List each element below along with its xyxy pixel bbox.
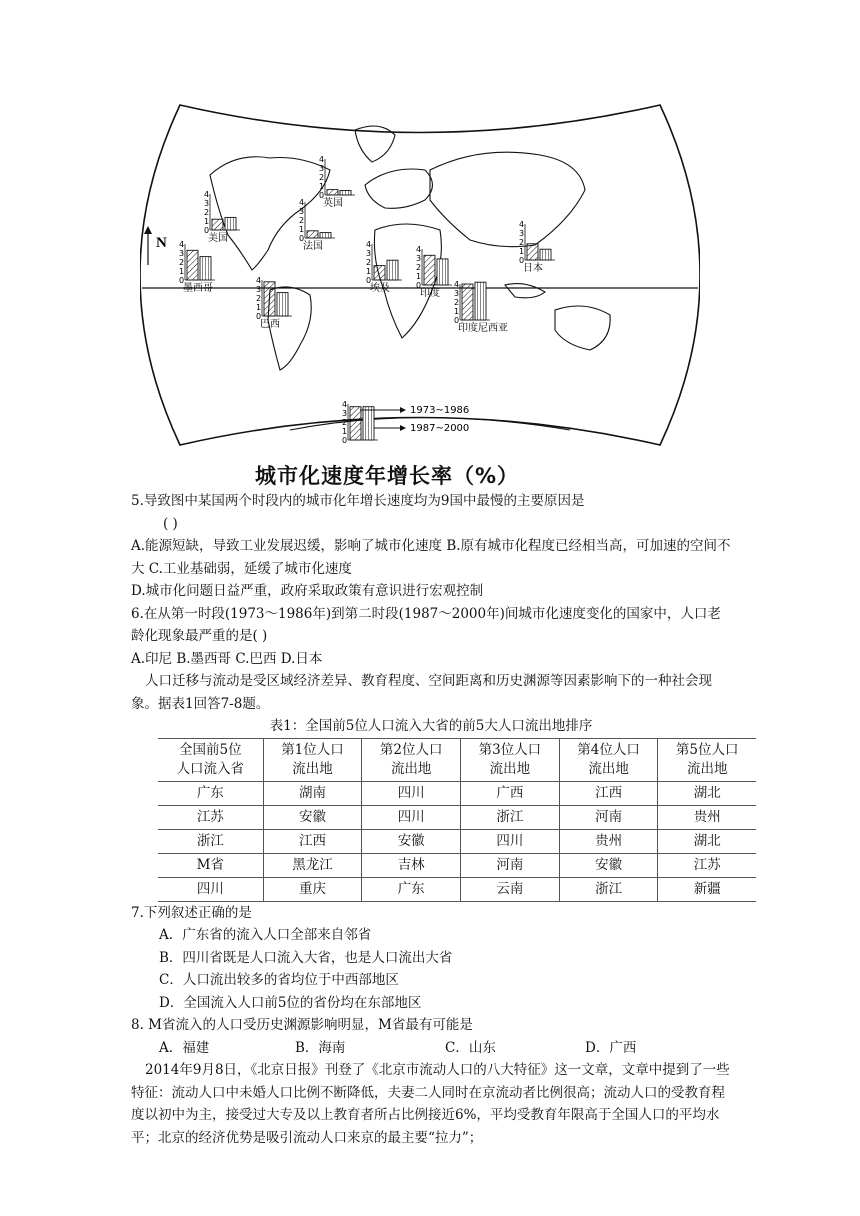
table-row [158,781,756,805]
table-header-cell: 第5位人口 流出地 [658,738,756,781]
q7-stem: 7.下列叙述正确的是 [131,904,252,921]
axis-tick-label: 4 [416,245,422,254]
q6-stem: 6.在从第一时段(1973～1986年)到第二时段(1987～2000年)间城市化速度变化的国家中，人口老龄化现象最严重的是( ) [131,605,721,644]
north-america [210,157,330,270]
table-cell: 安徽 [559,853,658,877]
axis-tick-label: 1 [366,267,372,276]
axis-tick-label: 4 [519,220,525,229]
table-cell: 广东 [362,877,461,901]
country-chart [179,240,215,294]
q8-option-b: B．海南 [295,1039,346,1056]
axis-tick-label: 3 [179,249,185,258]
table-cell: 新疆 [658,877,756,901]
axis-tick-label: 1 [416,272,422,281]
axis-tick-label: 0 [319,191,325,200]
population-flow-table [158,738,756,902]
europe [365,169,433,208]
table-header-cell: 第2位人口 流出地 [362,738,461,781]
north-arrow [144,226,167,265]
q5-options-abc: A.能源短缺，导致工业发展迟缓，影响了城市化速度 B.原有城市化程度已经相当高，可加速的空间不大 C.工业基础弱，延缓了城市化速度 [131,538,731,577]
continent-outlines [210,126,610,430]
axis-tick-label: 1 [342,427,348,436]
bar-1973-1986 [350,407,361,440]
axis-tick-label: 3 [256,285,262,294]
table-cell: 河南 [461,853,560,877]
world-map-figure [140,100,700,450]
q5-option-d: D.城市化问题日益严重，政府采取政策有意识进行宏观控制 [131,583,484,599]
axis-tick-label: 3 [366,249,372,258]
country-label: 日本 [523,263,543,274]
axis-tick-label: 4 [204,190,210,199]
table-cell: 四川 [461,829,560,853]
table-cell: 湖北 [658,781,756,805]
table-header-row [158,738,756,781]
axis-tick-label: 2 [299,216,305,225]
q8-option-c: C．山东 [445,1039,496,1056]
urbanization-map [140,100,700,450]
axis-tick-label: 4 [454,280,460,289]
table-cell: 浙江 [461,805,560,829]
q8-options [131,1037,731,1060]
table-cell: 浙江 [158,829,263,853]
table-cell: 河南 [559,805,658,829]
axis-tick-label: 3 [204,199,210,208]
table-header-cell: 全国前5位 人口流入省 [158,738,263,781]
table-cell: 贵州 [559,829,658,853]
axis-tick-label: 2 [342,418,348,427]
axis-tick-label: 4 [256,276,262,285]
q8-stem: 8. M省流入的人口受历史渊源影响明显，M省最有可能是 [131,1017,473,1033]
q7-option-a: A．广东省的流入人口全部来自邻省 [159,927,372,943]
axis-tick-label: 4 [179,240,185,249]
table-cell: 四川 [158,877,263,901]
axis-tick-label: 2 [454,298,460,307]
north-label: N [156,235,167,251]
country-label: 埃及 [370,283,390,294]
table-row [158,829,756,853]
country-label: 墨西哥 [183,283,213,294]
axis-tick-label: 3 [519,229,525,238]
country-chart [519,220,555,274]
country-label: 美国 [208,233,228,244]
table-cell: 云南 [461,877,560,901]
axis-tick-label: 3 [416,254,422,263]
axis-tick-label: 4 [319,155,325,164]
table-header-cell: 第4位人口 流出地 [559,738,658,781]
axis-tick-label: 3 [299,207,305,216]
axis-tick-label: 0 [179,276,185,285]
asia [430,152,585,247]
q5-blank: ( ) [163,515,178,532]
axis-tick-label: 0 [454,316,460,325]
axis-tick-label: 2 [366,258,372,267]
legend-arrowhead [400,425,406,431]
axis-tick-label: 3 [454,289,460,298]
country-label: 印度 [420,288,440,299]
axis-tick-label: 2 [256,294,262,303]
legend-period-2: 1987~2000 [410,423,470,434]
table-row [158,805,756,829]
intro-paragraph: 人口迁移与流动是受区域经济差异、教育程度、空间距离和历史渊源等因素影响下的一种社会现象。据表1回答7-8题。 [131,673,712,712]
axis-tick-label: 1 [256,303,262,312]
bar-1973-1986 [327,190,338,195]
table-cell: 重庆 [263,877,362,901]
axis-tick-label: 4 [299,198,305,207]
axis-tick-label: 1 [179,267,185,276]
bar-1973-1986 [187,250,198,280]
q5-stem: 5.导致图中某国两个时段内的城市化年增长速度均为9国中最慢的主要原因是 [131,493,585,509]
table-cell: 浙江 [559,877,658,901]
table-header-cell: 第3位人口 流出地 [461,738,560,781]
table-cell: 四川 [362,781,461,805]
q6-options: A.印尼 B.墨西哥 C.巴西 D.日本 [131,650,323,667]
axis-tick-label: 0 [299,234,305,243]
axis-tick-label: 1 [299,225,305,234]
axis-tick-label: 1 [454,307,460,316]
table-header-cell: 第1位人口 流出地 [263,738,362,781]
table-cell: 吉林 [362,853,461,877]
q7-option-c: C．人口流出较多的省均位于中西部地区 [159,972,399,988]
map-title: 城市化速度年增长率（%） [255,464,520,488]
q7-option-b: B．四川省既是人口流入大省，也是人口流出大省 [159,949,453,966]
table-cell: M省 [158,853,263,877]
table-cell: 贵州 [658,805,756,829]
country-label: 法国 [303,241,323,252]
q8-option-a: A．福建 [159,1039,210,1056]
question-content [131,490,739,1149]
australia [555,306,610,350]
axis-tick-label: 3 [342,409,348,418]
table-cell: 黑龙江 [263,853,362,877]
axis-tick-label: 1 [204,217,210,226]
country-chart [256,276,292,330]
bar-1973-1986 [264,282,275,316]
passage-paragraph: 2014年9月8日，《北京日报》刊登了《北京市流动人口的八大特征》这一文章，文章中提到了一些特征：流动人口中未婚人口比例不断降低，夫妻二人同时在京流动者比例很高；流动人口的受教育程度以初中为主，接受过大专及以上教育者所占比例接近6%，平均受教育年限高于全国人口的平均水平；北京的经济优势是吸引流动人口来京的最主要“拉力”； [131,1062,730,1146]
axis-tick-label: 0 [519,256,525,265]
legend-arrowhead [400,407,406,413]
country-label: 印度尼西亚 [458,323,508,334]
axis-tick-label: 2 [179,258,185,267]
bar-1973-1986 [462,284,473,320]
map-legend [342,400,469,445]
axis-tick-label: 0 [366,276,372,285]
table-cell: 湖南 [263,781,362,805]
table-cell: 江西 [263,829,362,853]
axis-tick-label: 2 [319,173,325,182]
table-row [158,853,756,877]
axis-tick-label: 1 [319,182,325,191]
bar-1973-1986 [424,255,435,285]
table-cell: 广西 [461,781,560,805]
bar-1973-1986 [307,231,318,238]
table-caption: 表1：全国前5位人口流入大省的前5大人口流出地排序 [269,718,593,734]
axis-tick-label: 0 [342,436,348,445]
axis-tick-label: 2 [416,263,422,272]
legend-period-1: 1973~1986 [410,405,470,416]
axis-tick-label: 0 [204,226,210,235]
axis-tick-label: 0 [256,312,262,321]
table-cell: 湖北 [658,829,756,853]
table-cell: 安徽 [263,805,362,829]
table-cell: 安徽 [362,829,461,853]
country-chart [416,245,452,299]
axis-tick-label: 0 [416,281,422,290]
axis-tick-label: 4 [366,240,372,249]
q7-option-d: D．全国流入人口前5位的省份均在东部地区 [159,994,422,1011]
table-cell: 广东 [158,781,263,805]
bar-1973-1986 [212,219,223,230]
bar-1973-1986 [374,266,385,280]
table-cell: 江苏 [158,805,263,829]
axis-tick-label: 1 [519,247,525,256]
bar-1973-1986 [527,244,538,260]
table-cell: 江苏 [658,853,756,877]
axis-tick-label: 2 [204,208,210,217]
indonesia [505,284,545,298]
country-chart [319,155,355,209]
table-cell: 江西 [559,781,658,805]
axis-tick-label: 2 [519,238,525,247]
country-chart [366,240,402,294]
country-label: 巴西 [260,319,280,330]
axis-tick-label: 4 [342,400,348,409]
country-label: 英国 [323,198,343,209]
axis-tick-label: 3 [319,164,325,173]
q8-option-d: D．广西 [585,1039,637,1056]
table-row [158,877,756,901]
table-cell: 四川 [362,805,461,829]
